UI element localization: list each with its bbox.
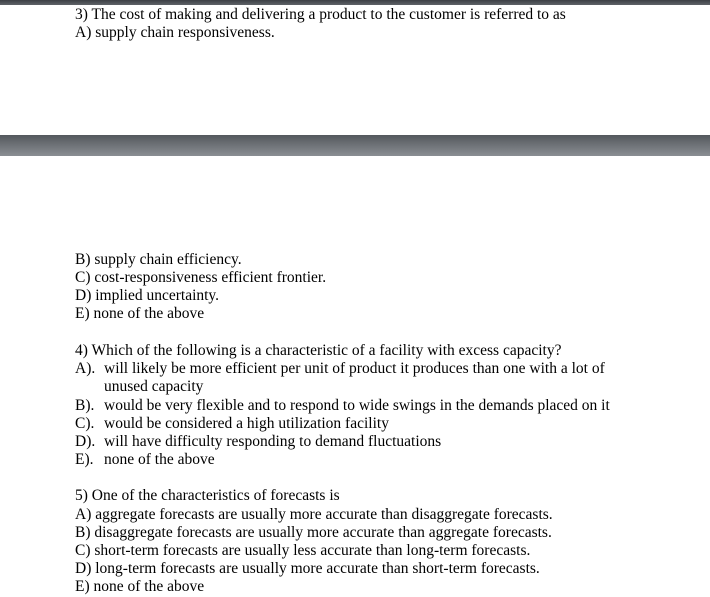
option-text: would be considered a high utilization facility xyxy=(104,415,389,432)
question-3-option-b: B) supply chain efficiency. xyxy=(75,251,242,268)
question-3-option-e: E) none of the above xyxy=(75,305,205,322)
question-4-option-a xyxy=(0,360,710,378)
option-letter: D). xyxy=(75,433,96,450)
question-4-option-b xyxy=(0,397,710,415)
option-letter: A). xyxy=(75,360,96,377)
option-text: will have difficulty responding to demand fluctuations xyxy=(104,433,442,450)
question-4-option-d xyxy=(0,433,710,451)
question-5-option-e: E) none of the above xyxy=(75,578,205,595)
option-letter: C). xyxy=(75,415,95,432)
question-3-text: 3) The cost of making and delivering a product to the customer is referred to as xyxy=(75,6,566,23)
question-4-text: 4) Which of the following is a characteristic of a facility with excess capacity? xyxy=(75,342,562,359)
question-5-option-a: A) aggregate forecasts are usually more accurate than disaggregate forecasts. xyxy=(75,506,553,523)
option-letter: E). xyxy=(75,451,94,468)
question-4-option-c xyxy=(0,415,710,433)
page-top-border xyxy=(0,0,710,5)
option-text: none of the above xyxy=(104,451,215,468)
option-text: would be very flexible and to respond to wide swings in the demands placed on it xyxy=(104,397,610,414)
question-4-option-a-continued xyxy=(0,378,710,396)
question-5-text: 5) One of the characteristics of forecasts is xyxy=(75,487,340,504)
question-4-option-e xyxy=(0,451,710,469)
question-5-option-d: D) long-term forecasts are usually more accurate than short-term forecasts. xyxy=(75,560,540,577)
question-3-option-d: D) implied uncertainty. xyxy=(75,287,220,304)
page-break-separator xyxy=(0,135,710,156)
question-5-option-c: C) short-term forecasts are usually less accurate than long-term forecasts. xyxy=(75,542,531,559)
question-3-option-a: A) supply chain responsiveness. xyxy=(75,24,275,41)
option-text-continued: unused capacity xyxy=(104,378,204,395)
question-3-option-c: C) cost-responsiveness efficient frontier. xyxy=(75,269,327,286)
option-letter: B). xyxy=(75,397,95,414)
question-5-option-b: B) disaggregate forecasts are usually more accurate than aggregate forecasts. xyxy=(75,524,552,541)
option-text: will likely be more efficient per unit of product it produces than one with a lot of xyxy=(104,360,605,377)
